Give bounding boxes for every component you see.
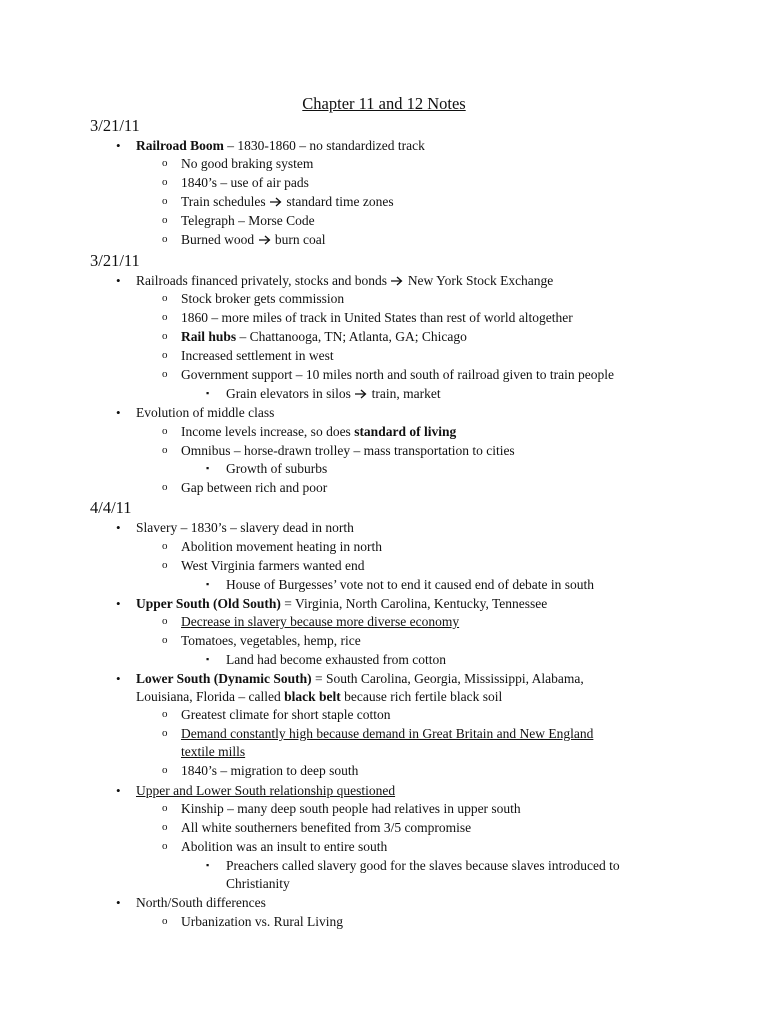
list-item: Urbanization vs. Rural Living: [181, 914, 343, 929]
circle-marker: o: [162, 176, 168, 188]
list-item: Gap between rich and poor: [181, 480, 328, 495]
arrow-right-icon: [391, 276, 403, 286]
circle-marker: o: [162, 330, 168, 342]
bullet-marker: •: [116, 520, 121, 535]
list-item: Grain elevators in silos train, market: [226, 386, 441, 401]
list-item: Abolition movement heating in north: [181, 539, 382, 554]
list-item: North/South differences: [136, 895, 266, 910]
list-item: West Virginia farmers wanted end: [181, 558, 365, 573]
square-marker: ▪: [206, 388, 210, 398]
arrow-right-icon: [259, 235, 271, 245]
circle-marker: o: [162, 481, 168, 493]
list-item: Omnibus – horse-drawn trolley – mass transportation to cities: [181, 443, 515, 458]
circle-marker: o: [162, 708, 168, 720]
list-item: House of Burgesses’ vote not to end it caused end of debate in south: [226, 577, 595, 592]
list-item: Train schedules standard time zones: [181, 194, 394, 209]
arrow-right-icon: [355, 389, 367, 399]
list-item: Slavery – 1830’s – slavery dead in north: [136, 520, 354, 535]
circle-marker: o: [162, 444, 168, 456]
square-marker: ▪: [206, 860, 210, 870]
list-item: Greatest climate for short staple cotton: [181, 707, 391, 722]
bullet-marker: •: [116, 138, 121, 153]
square-marker: ▪: [206, 463, 210, 473]
circle-marker: o: [162, 425, 168, 437]
list-item: Kinship – many deep south people had relatives in upper south: [181, 801, 521, 816]
list-item: Government support – 10 miles north and south of railroad given to train people: [181, 367, 615, 382]
circle-marker: o: [162, 727, 168, 739]
list-item: Evolution of middle class: [136, 405, 275, 420]
list-item: Income levels increase, so does standard of living: [181, 424, 457, 439]
list-item: Increased settlement in west: [181, 348, 334, 363]
list-item: 1860 – more miles of track in United States than rest of world altogether: [181, 310, 573, 325]
circle-marker: o: [162, 349, 168, 361]
bullet-marker: •: [116, 895, 121, 910]
list-item: Lower South (Dynamic South) = South Carolina, Georgia, Mississippi, Alabama,: [136, 671, 584, 686]
list-item: Abolition was an insult to entire south: [181, 839, 388, 854]
list-item: Decrease in slavery because more diverse economy: [181, 614, 460, 629]
bullet-marker: •: [116, 596, 121, 611]
list-item: Upper South (Old South) = Virginia, North Carolina, Kentucky, Tennessee: [136, 596, 548, 611]
circle-marker: o: [162, 311, 168, 323]
list-item: Preachers called slavery good for the slaves because slaves introduced to: [226, 858, 620, 873]
circle-marker: o: [162, 915, 168, 927]
circle-marker: o: [162, 821, 168, 833]
circle-marker: o: [162, 233, 168, 245]
circle-marker: o: [162, 840, 168, 852]
square-marker: ▪: [206, 579, 210, 589]
circle-marker: o: [162, 540, 168, 552]
page-title: Chapter 11 and 12 Notes: [302, 94, 466, 113]
circle-marker: o: [162, 214, 168, 226]
circle-marker: o: [162, 368, 168, 380]
circle-marker: o: [162, 615, 168, 627]
list-item: Burned wood burn coal: [181, 232, 326, 247]
list-item: Stock broker gets commission: [181, 291, 345, 306]
list-item-continuation: textile mills: [181, 744, 246, 759]
circle-marker: o: [162, 634, 168, 646]
list-item: Demand constantly high because demand in Great Britain and New England: [181, 726, 594, 741]
circle-marker: o: [162, 559, 168, 571]
date-heading: 3/21/11: [90, 116, 140, 135]
bullet-marker: •: [116, 405, 121, 420]
list-item: Rail hubs – Chattanooga, TN; Atlanta, GA; Chicago: [181, 329, 467, 344]
list-item: 1840’s – use of air pads: [181, 175, 309, 190]
list-item: Upper and Lower South relationship questioned: [136, 783, 396, 798]
circle-marker: o: [162, 195, 168, 207]
arrow-right-icon: [270, 197, 282, 207]
circle-marker: o: [162, 292, 168, 304]
list-item-continuation: Christianity: [226, 876, 290, 891]
square-marker: ▪: [206, 654, 210, 664]
bullet-marker: •: [116, 671, 121, 686]
list-item: Railroad Boom – 1830-1860 – no standardized track: [136, 138, 425, 153]
list-item: Tomatoes, vegetables, hemp, rice: [181, 633, 361, 648]
list-item: No good braking system: [181, 156, 314, 171]
date-heading: 3/21/11: [90, 251, 140, 270]
circle-marker: o: [162, 802, 168, 814]
circle-marker: o: [162, 157, 168, 169]
bullet-marker: •: [116, 783, 121, 798]
date-heading: 4/4/11: [90, 498, 132, 517]
list-item: Growth of suburbs: [226, 461, 328, 476]
list-item: All white southerners benefited from 3/5 compromise: [181, 820, 472, 835]
list-item: Telegraph – Morse Code: [181, 213, 315, 228]
list-item: Land had become exhausted from cotton: [226, 652, 447, 667]
list-item: 1840’s – migration to deep south: [181, 763, 359, 778]
list-item-continuation: Louisiana, Florida – called black belt because rich fertile black soil: [136, 689, 503, 704]
bullet-marker: •: [116, 273, 121, 288]
list-item: Railroads financed privately, stocks and bonds New York Stock Exchange: [136, 273, 554, 288]
circle-marker: o: [162, 764, 168, 776]
